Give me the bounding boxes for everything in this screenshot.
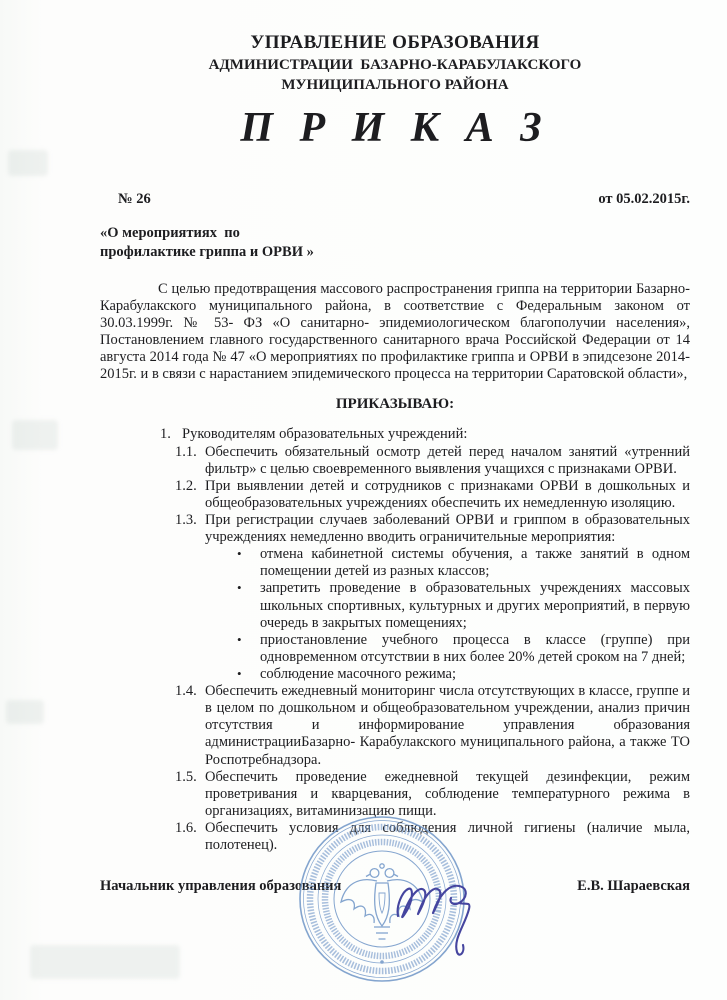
list-item-number: 1.3. [175, 511, 197, 528]
list-item-text: При регистрации случаев заболеваний ОРВИ и гриппом в образовательных учреждениях немедленно вводить ограничительные мероприятия: [205, 511, 690, 546]
stamp-divider-star [380, 960, 384, 964]
list-item-number: 1.6. [175, 819, 197, 836]
list-item-number: 1.1. [175, 443, 197, 460]
bullet-list-item [237, 632, 690, 666]
order-list [100, 426, 690, 854]
list-item-number: 1.2. [175, 477, 197, 494]
bullet-text: соблюдение масочного режима; [260, 665, 457, 682]
bullet-list-item [237, 580, 690, 631]
order-heading: ПРИКАЗЫВАЮ: [335, 396, 455, 413]
scan-artifact [12, 420, 58, 450]
document-type-title: П Р И К А З [240, 105, 550, 152]
handwritten-signature [392, 876, 504, 968]
bullet-text: запретить проведение в образовательных учреждениях массовых школьных спортивных, культурных и других мероприятий, в первую очередь в закрытых помещениях; [260, 580, 690, 631]
subject-line2: профилактике гриппа и ОРВИ » [100, 244, 314, 261]
document-header [100, 32, 690, 153]
scan-artifact [30, 945, 180, 979]
list-item-text: Руководителям образовательных учреждений: [182, 426, 468, 443]
scan-artifact [6, 700, 44, 724]
signatory-name: Е.В. Шараевская [577, 878, 690, 895]
bullet-text: отмена кабинетной системы обучения, а также занятий в одном помещении детей из разных классов; [260, 546, 690, 580]
list-item-text: Обеспечить условия для соблюдения личной гигиены (наличие мыла, полотенец). [205, 819, 690, 854]
signatory-position: Начальник управления образования [100, 878, 342, 895]
document-number: № 26 [118, 190, 151, 207]
list-item [160, 426, 690, 443]
bullet-list-item [237, 546, 690, 580]
list-item [175, 512, 690, 546]
list-item-text: Обеспечить ежедневный мониторинг числа отсутствующих в классе, группе и в целом по дошкольном и общеобразовательном учреждении, анализ причин отсутствия и информирование управления образования администрацииБазарно- Карабулакского муниципального района, а также ТО Роспотребнадзора. [205, 683, 690, 768]
document-date: от 05.02.2015г. [598, 190, 690, 207]
document-subject [100, 224, 690, 263]
list-item-number: 1.4. [175, 683, 197, 700]
subject-line1: «О мероприятиях по [100, 224, 240, 241]
organization-name-line1: УПРАВЛЕНИЕ ОБРАЗОВАНИЯ [250, 32, 540, 53]
list-item [175, 444, 690, 478]
organization-name-line2: АДМИНИСТРАЦИИ БАЗАРНО-КАРАБУЛАКСКОГО [208, 56, 582, 73]
list-item-text: При выявлении детей и сотрудников с признаками ОРВИ в дошкольных и общеобразовательных учреждениях обеспечить их немедленную изоляцию. [205, 477, 690, 511]
document-meta-row [100, 191, 690, 208]
list-item-text: Обеспечить обязательный осмотр детей перед началом занятий «утренний фильтр» с целью своевременного выявления учащихся с признаками ОРВИ. [205, 443, 690, 477]
bullet-list-item [237, 666, 690, 683]
bullet-marker: • [237, 631, 242, 647]
list-item-number: 1. [160, 426, 171, 443]
preamble-paragraph: С целью предотвращения массового распространения гриппа на территории Базарно- Карабулакского муниципального района, в соответствие с Федеральным законом от 30.03.1999г. № 53- ФЗ «О санитарно- эпидемиологическом благополучии населения», Постановлением главного государственного санитарного врача Российской Федерации от 14 августа 2014 года № 47 «О мероприятиях по профилактике гриппа и ОРВИ в эпидсезоне 2014- 2015г. и в связи с нарастанием эпидемического процесса на территории Саратовской области», [100, 280, 690, 383]
list-item [175, 478, 690, 512]
list-item-text: Обеспечить проведение ежедневной текущей дезинфекции, режим проветривания и кварцевания, соблюдение температурного режима в организациях, витаминизацию пищи. [205, 768, 690, 819]
bullet-marker: • [237, 546, 242, 562]
bullet-marker: • [237, 665, 242, 681]
list-item [175, 683, 690, 769]
scan-artifact [8, 150, 48, 176]
organization-name-line3: МУНИЦИПАЛЬНОГО РАЙОНА [281, 77, 509, 94]
bullet-marker: • [237, 580, 242, 596]
list-item-number: 1.5. [175, 768, 197, 785]
bullet-text: приостановление учебного процесса в классе (группе) при одновременном отсутствии в них более 20% детей сроком на 7 дней; [260, 631, 690, 665]
